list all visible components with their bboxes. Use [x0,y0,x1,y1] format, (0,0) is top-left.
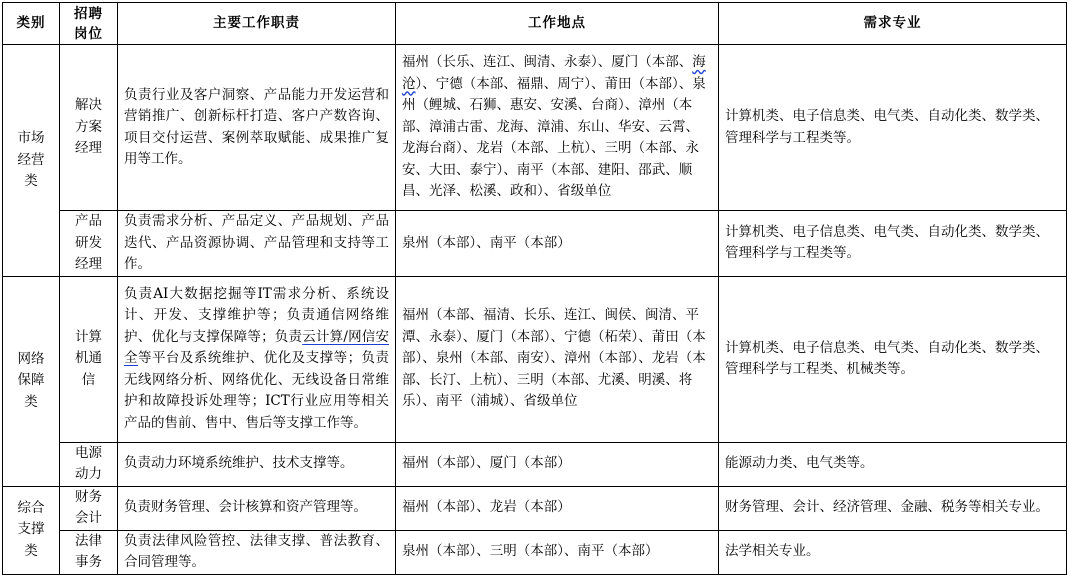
table-row [3,45,1067,211]
position-label: 法律事务 [75,532,102,570]
location-text: 福州（长乐、连江、闽清、永泰）、厦门（本部、 [402,54,693,71]
major-cell: 能源动力类、电气类等。 [719,442,1067,486]
table-row [3,276,1067,442]
header-major: 需求专业 [719,3,1067,45]
recruitment-table [2,2,1067,575]
header-row [3,3,1067,45]
location-text: ）、宁德（本部、福鼎、周宁）、莆田（本部）、泉州（鲤城、石狮、惠安、安溪、台商）、漳州（本部、漳浦古雷、龙海、漳浦、东山、华安、云霄、龙海台商）、龙岩（本部、上杭）、三明（本部、永安、大田、泰宁）、南平（本部、建阳、邵武、顺昌、光泽、松溪、政和）、省级单位 [402,75,706,200]
table-row [3,486,1067,530]
duties-text-highlight: 云计算/网信安全 [124,328,389,367]
location-cell: 福州（本部）、厦门（本部） [396,442,719,486]
category-label: 市场经营类 [17,130,45,189]
duties-cell: 负责动力环境系统维护、技术支撑等。 [118,442,396,486]
duties-cell: 负责财务管理、会计核算和资产管理等。 [118,486,396,530]
major-cell: 法学相关专业。 [719,530,1067,574]
header-position: 招聘岗位 [60,3,118,45]
location-cell [396,45,719,211]
position-cell [60,211,118,277]
location-cell: 泉州（本部）、南平（本部） [396,211,719,277]
major-cell: 计算机类、电子信息类、电气类、自动化类、数学类、管理科学与工程类等。 [719,211,1067,277]
table-row [3,211,1067,277]
header-duties: 主要工作职责 [118,3,396,45]
major-cell: 计算机类、电子信息类、电气类、自动化类、数学类、管理科学与工程类等。 [719,45,1067,211]
position-cell [60,45,118,211]
category-cell [3,486,60,574]
major-cell: 财务管理、会计、经济管理、金融、税务等相关专业。 [719,486,1067,530]
position-label: 产品研发经理 [75,213,102,272]
position-cell [60,442,118,486]
location-cell: 福州（本部、福清、长乐、连江、闽侯、闽清、平潭、永泰）、厦门（本部）、宁德（柘荣）、莆田（本部）、泉州（本部、南安）、漳州（本部）、龙岩（本部、长汀、上杭）、三明（本部、尤溪、明溪、将乐）、南平（浦城）、省级单位 [396,276,719,442]
duties-cell: 负责行业及客户洞察、产品能力开发运营和营销推广、创新标杆打造、客户产数咨询、项目交付运营、案例萃取赋能、成果推广复用等工作。 [118,45,396,211]
major-cell: 计算机类、电子信息类、电气类、自动化类、数学类、管理科学与工程类、机械类等。 [719,276,1067,442]
location-cell: 福州（本部）、龙岩（本部） [396,486,719,530]
duties-text: 等平台及系统维护、优化及支撑等；负责无线网络分析、网络优化、无线设备日常维护和故障投诉处理等；ICT行业应用等相关产品的售前、售中、售后等支撑工作等。 [124,350,390,431]
duties-text: 负责AI大数据挖掘等IT需求分析、系统设计、开发、支撑维护等；负责通信网络维护、优化与支撑保障等；负责 [124,285,389,345]
category-cell [3,45,60,277]
position-cell [60,486,118,530]
header-category: 类别 [3,3,60,45]
position-cell [60,276,118,442]
header-location: 工作地点 [396,3,719,45]
duties-cell: 负责需求分析、产品定义、产品规划、产品迭代、产品资源协调、产品管理和支持等工作。 [118,211,396,277]
category-label: 综合支撑类 [17,499,45,559]
location-text-highlight: 海沧 [402,54,706,92]
table-row [3,530,1067,574]
position-label: 电源动力 [75,444,102,482]
category-cell [3,276,60,486]
position-label: 解决方案经理 [75,97,102,157]
location-cell: 泉州（本部）、三明（本部）、南平（本部） [396,530,719,574]
duties-cell: 负责法律风险管控、法律支撑、普法教育、合同管理等。 [118,530,396,574]
table-row [3,442,1067,486]
position-cell [60,530,118,574]
category-label: 网络保障类 [17,350,45,410]
duties-cell [118,276,396,442]
position-label: 财务会计 [75,488,102,526]
position-label: 计算机通信 [75,328,102,388]
